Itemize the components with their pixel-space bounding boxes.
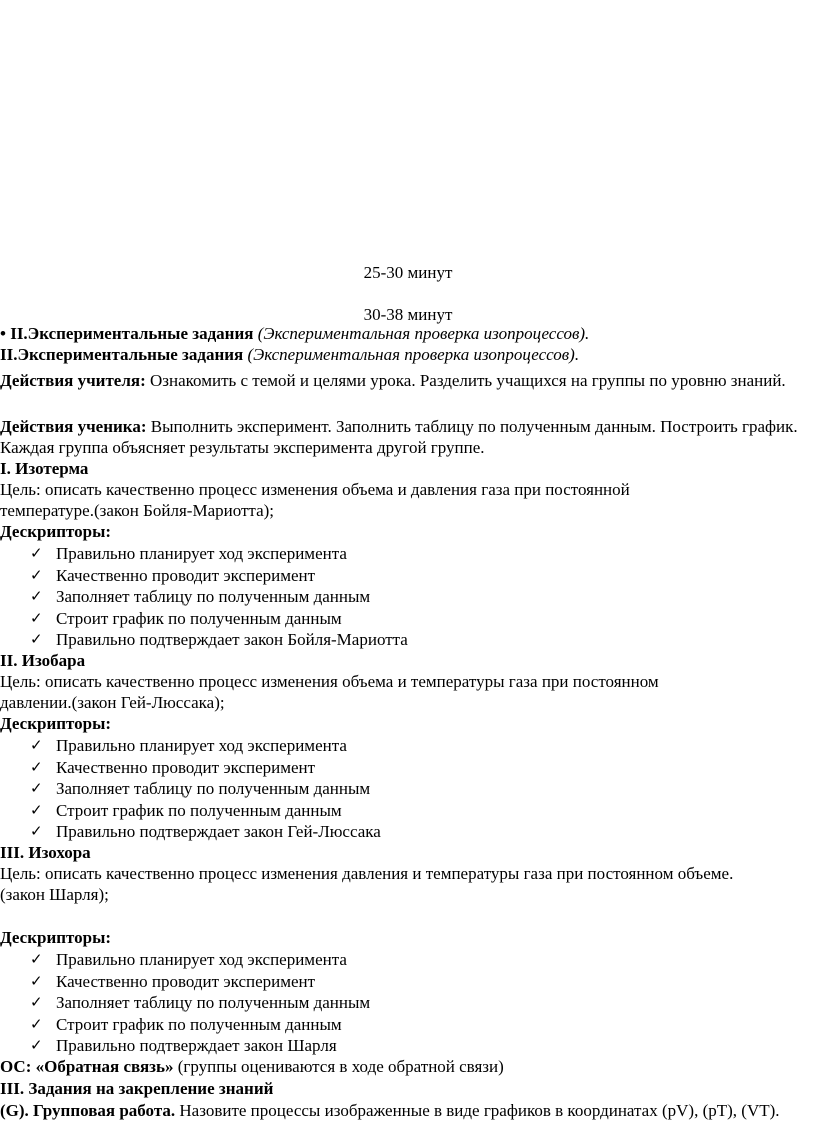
list-item: ✓ Качественно проводит эксперимент — [30, 757, 316, 777]
list-item: ✓ Заполняет таблицу по полученным данным — [30, 587, 371, 606]
isotherm-descriptors-label: Дескрипторы: — [0, 522, 112, 541]
isotherm-descriptor-list — [0, 543, 408, 651]
group-work-label: (G). Групповая работа. — [0, 1101, 176, 1120]
section-heading-experimental-2 — [0, 344, 579, 365]
isotherm-title: I. Изотерма — [0, 459, 89, 478]
student-actions — [0, 416, 810, 458]
isotherm-goal: Цель: описать качественно процесс изменения объема и давления газа при постоянной температуре.(закон Бойля-Мариотта); — [0, 480, 630, 520]
heading-italic: (Экспериментальная проверка изопроцессов). — [257, 324, 590, 343]
isobar-descriptor-list — [0, 735, 381, 843]
list-item: ✓ Правильно подтверждает закон Бойля-Мариотта — [30, 630, 408, 649]
check-icon: ✓ — [30, 587, 43, 605]
isochore-descriptor-list — [0, 949, 370, 1057]
check-icon: ✓ — [30, 565, 43, 584]
check-icon: ✓ — [30, 822, 43, 840]
isobar-goal: Цель: описать качественно процесс изменения объема и температуры газа при постоянном давлении.(закон Гей-Люссака); — [0, 672, 659, 712]
check-icon: ✓ — [30, 993, 43, 1011]
isochore-descriptors-label: Дескрипторы: — [0, 928, 112, 947]
list-item: ✓ Строит график по полученным данным — [30, 608, 342, 628]
heading-italic: (Экспериментальная проверка изопроцессов). — [247, 345, 580, 364]
check-icon: ✓ — [30, 757, 43, 776]
check-icon: ✓ — [30, 736, 43, 754]
list-item: ✓ Правильно планирует ход эксперимента — [30, 544, 347, 563]
list-item: ✓ Заполняет таблицу по полученным данным — [30, 993, 371, 1012]
check-icon: ✓ — [30, 950, 43, 968]
check-icon: ✓ — [30, 800, 43, 819]
section-heading-consolidation: III. Задания на закрепление знаний — [0, 1079, 274, 1098]
check-icon: ✓ — [30, 971, 43, 990]
check-icon: ✓ — [30, 630, 43, 648]
list-item: ✓ Качественно проводит эксперимент — [30, 565, 316, 585]
check-icon: ✓ — [30, 779, 43, 797]
check-icon: ✓ — [30, 1036, 43, 1054]
list-item: ✓ Заполняет таблицу по полученным данным — [30, 779, 371, 798]
section-heading-experimental-1 — [0, 323, 589, 344]
teacher-text: Ознакомить с темой и целями урока. Разделить учащихся на группы по уровню знаний. — [150, 371, 786, 390]
check-icon: ✓ — [30, 608, 43, 627]
teacher-actions — [0, 370, 810, 391]
check-icon: ✓ — [30, 544, 43, 562]
student-text: Выполнить эксперимент. Заполнить таблицу по полученным данным. Построить график. Каждая группа объясняет результаты эксперимента другой группе. — [0, 417, 798, 457]
list-item: ✓ Строит график по полученным данным — [30, 800, 342, 820]
feedback-line — [0, 1056, 504, 1077]
heading-bold: II.Экспериментальные задания — [0, 345, 244, 364]
list-item: ✓ Правильно планирует ход эксперимента — [30, 950, 347, 969]
isobar-descriptors-label: Дескрипторы: — [0, 714, 112, 733]
bullet: • — [0, 324, 6, 343]
heading-bold: II.Экспериментальные задания — [10, 324, 254, 343]
list-item: ✓ Строит график по полученным данным — [30, 1014, 342, 1034]
teacher-label: Действия учителя: — [0, 371, 146, 390]
group-work-text: Назовите процессы изображенные в виде графиков в координатах (pV), (pT), (VT). — [175, 1101, 780, 1120]
time-label-1: 25-30 минут — [363, 263, 453, 282]
group-work-task — [0, 1100, 810, 1121]
check-icon: ✓ — [30, 1014, 43, 1033]
list-item: ✓ Правильно планирует ход эксперимента — [30, 736, 347, 755]
list-item: ✓ Правильно подтверждает закон Гей-Люссака — [30, 822, 381, 841]
student-label: Действия ученика: — [0, 417, 147, 436]
isochore-goal: Цель: описать качественно процесс изменения давления и температуры газа при постоянном объеме.(закон Шарля); — [0, 864, 734, 904]
isobar-title: II. Изобара — [0, 651, 86, 670]
time-label-2: 30-38 минут — [363, 305, 453, 324]
list-item: ✓ Качественно проводит эксперимент — [30, 971, 316, 991]
feedback-label: ОС: «Обратная связь» — [0, 1057, 174, 1076]
list-item: ✓ Правильно подтверждает закон Шарля — [30, 1036, 337, 1055]
isochore-title: III. Изохора — [0, 843, 91, 862]
feedback-text: (группы оцениваются в ходе обратной связи) — [173, 1057, 504, 1076]
